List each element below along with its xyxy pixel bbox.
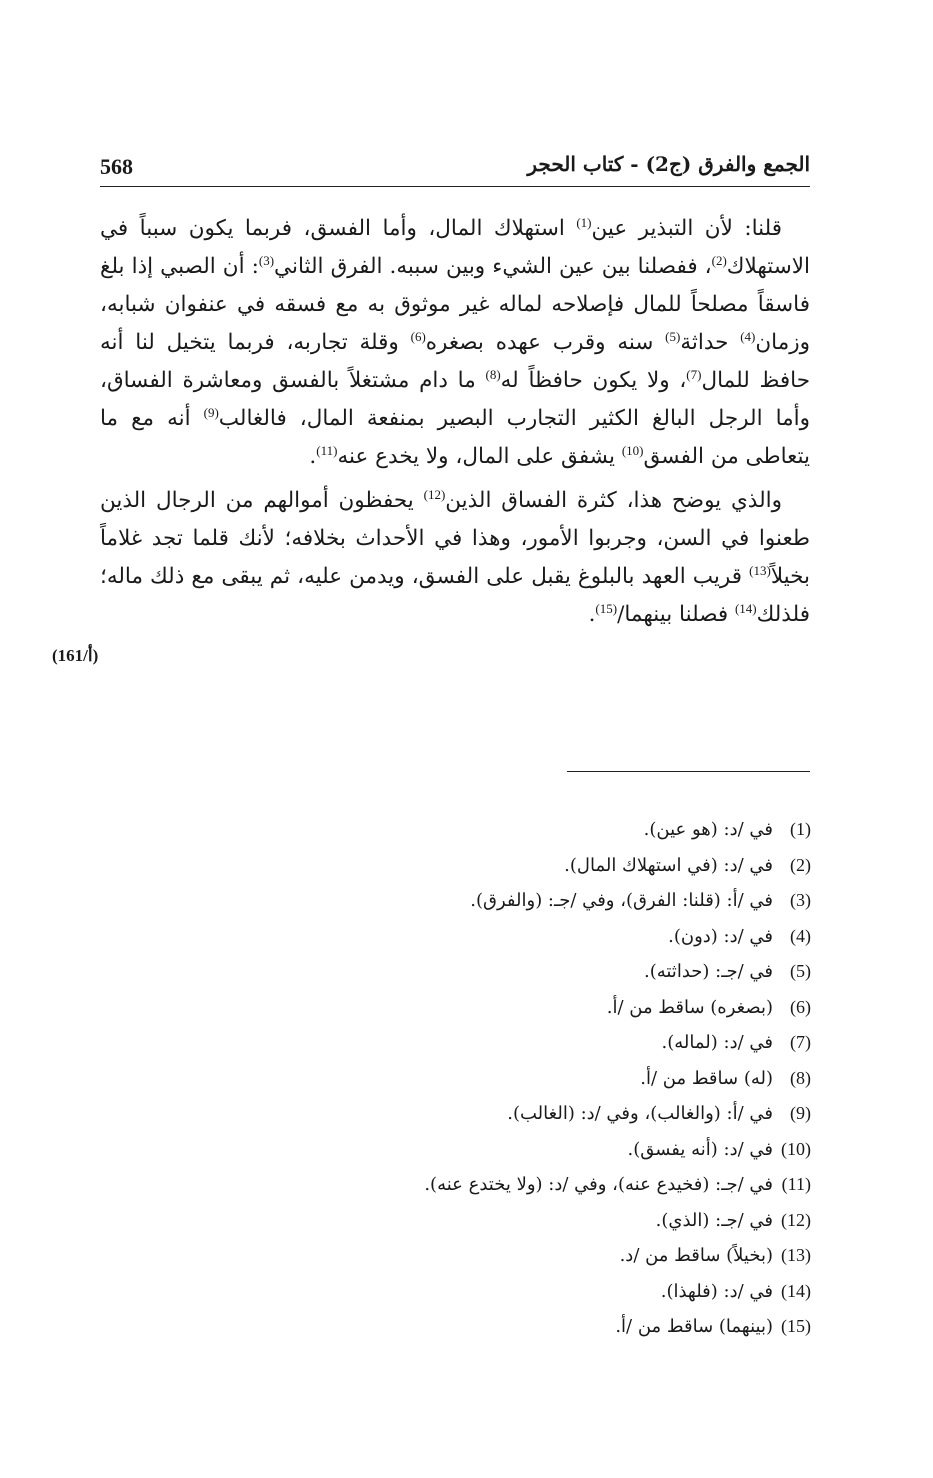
footnote-number: (4) — [790, 925, 811, 946]
footnote-item — [251, 954, 811, 990]
footnote-text: في /أ: (والغالب)، وفي /د: (الغالب). — [507, 1103, 773, 1124]
footnote-number: (10) — [781, 1138, 811, 1159]
footnote-number: (15) — [781, 1316, 811, 1336]
footnote-text: في /جـ: (حداثته). — [643, 961, 773, 982]
footnote-number: (13) — [781, 1245, 811, 1265]
footnote-number: (9) — [790, 1103, 811, 1123]
footnote-number: (1) — [790, 819, 811, 839]
text-run: . — [309, 444, 317, 469]
footnote-item — [251, 883, 811, 919]
footnote-ref-13: (13) — [749, 562, 771, 578]
footnote-item — [251, 1203, 811, 1239]
footnote-number: (12) — [781, 1209, 811, 1230]
text-run: قلنا: لأن التبذير عين — [591, 216, 783, 241]
footnote-ref-11: (11) — [316, 442, 338, 458]
footnote-number: (11) — [781, 1174, 811, 1194]
footnote-item — [251, 812, 811, 848]
running-title: الجمع والفرق (ج2) - كتاب الحجر — [527, 152, 810, 176]
footnote-text: في /جـ: (الذي). — [655, 1209, 773, 1231]
footnotes-list — [251, 812, 811, 1345]
footnote-text: في /أ: (قلنا: الفرق)، وفي /جـ: (والفرق). — [470, 890, 773, 911]
text-run: : أن الصبي إذا بلغ فاسقاً مصلحاً للمال فإصلاحه لماله غير موثوق به مع فسقه في عنفوان شبابه، وزمان — [100, 254, 811, 355]
text-run: قريب العهد بالبلوغ يقبل على الفسق، ويدمن عليه، ثم يبقى مع ذلك ماله؛ فلذلك — [100, 564, 810, 627]
text-run: استهلاك المال، وأما الفسق، فربما يكون سبباً في الاستهلاك — [100, 216, 810, 279]
footnote-item — [251, 1061, 811, 1097]
footnote-text: (بصغره) ساقط من /أ. — [606, 996, 773, 1018]
footnote-ref-9: (9) — [203, 404, 219, 420]
footnote-ref-1: (1) — [576, 214, 592, 230]
footnote-ref-4: (4) — [740, 328, 756, 344]
manuscript-folio-ref: (161/أ) — [52, 646, 99, 665]
text-run: ، ولا يكون حافظاً له — [500, 368, 687, 393]
footnote-text: في /د: (دون). — [668, 925, 773, 947]
footnote-ref-10: (10) — [621, 442, 644, 458]
text-run: والذي يوضح هذا، كثرة الفساق الذين — [445, 488, 782, 513]
footnote-text: في /د: (أنه يفسق). — [627, 1138, 773, 1160]
footnote-text: (له) ساقط من /أ. — [640, 1067, 773, 1089]
footnote-item — [251, 1167, 811, 1203]
page-number: 568 — [100, 154, 133, 179]
text-run: يشفق على المال، ولا يخدع عنه — [337, 444, 622, 469]
main-text — [100, 210, 810, 640]
footnote-ref-7: (7) — [686, 366, 702, 382]
footnote-text: في /د: (في استهلاك المال). — [564, 854, 773, 876]
footnote-ref-3: (3) — [258, 252, 275, 268]
paragraph-1 — [100, 210, 810, 476]
footnote-number: (14) — [781, 1280, 811, 1301]
footnote-text: في /جـ: (فخيدع عنه)، وفي /د: (ولا يختدع عنه). — [424, 1174, 773, 1195]
text-run: فصلنا بينهما/ — [617, 602, 735, 627]
footnote-number: (8) — [790, 1067, 811, 1088]
text-run: أنه مع ما يتعاطى من الفسق — [100, 406, 810, 469]
footnote-item — [251, 1309, 811, 1345]
footnote-item — [251, 919, 811, 955]
footnote-item — [251, 1132, 811, 1168]
footnote-number: (2) — [790, 854, 811, 875]
footnote-ref-14: (14) — [734, 600, 757, 616]
text-run: يحفظون أموالهم من الرجال الذين طعنوا في السن، وجربوا الأمور، وهذا في الأحداث بخلافه؛ لأنك قلما تجد غلاماً بخيلاً — [100, 488, 810, 589]
footnote-ref-8: (8) — [485, 366, 501, 382]
footnote-ref-15: (15) — [595, 600, 618, 616]
footnote-number: (5) — [790, 961, 811, 981]
text-run: ما دام مشتغلاً بالفسق ومعاشرة الفساق، وأما الرجل البالغ الكثير التجارب البصير بمنفعة المال، فالغالب — [100, 368, 810, 431]
footnote-text: في /د: (فلهذا). — [660, 1280, 773, 1302]
footnote-ref-5: (5) — [665, 328, 681, 344]
paragraph-2 — [100, 482, 810, 634]
text-run: سنه وقرب عهده بصغره — [425, 330, 666, 355]
footnote-number: (7) — [790, 1032, 811, 1052]
footnote-ref-6: (6) — [410, 328, 426, 344]
footnote-text: (بخيلاً) ساقط من /د. — [619, 1245, 773, 1266]
footnote-divider — [567, 771, 810, 772]
footnote-ref-12: (12) — [423, 486, 446, 502]
footnote-text: في /د: (لماله). — [661, 1032, 773, 1053]
page-header — [100, 150, 810, 187]
footnote-text: في /د: (هو عين). — [643, 819, 773, 840]
footnote-number: (3) — [790, 890, 811, 910]
footnote-item — [251, 1274, 811, 1310]
footnote-item — [251, 1025, 811, 1061]
text-run: ، ففصلنا بين عين الشيء وبين سببه. الفرق الثاني — [274, 254, 712, 279]
footnote-item — [251, 848, 811, 884]
footnote-number: (6) — [790, 996, 811, 1017]
footnote-text: (بينهما) ساقط من /أ. — [615, 1316, 773, 1337]
footnote-item — [251, 1096, 811, 1132]
footnote-ref-2: (2) — [711, 252, 727, 268]
footnote-item — [251, 990, 811, 1026]
text-run: . — [588, 602, 596, 627]
text-run: وقلة تجاربه، فربما يتخيل لنا أنه حافظ للمال — [100, 330, 811, 393]
footnote-item — [251, 1238, 811, 1274]
text-run: حداثة — [680, 330, 741, 355]
